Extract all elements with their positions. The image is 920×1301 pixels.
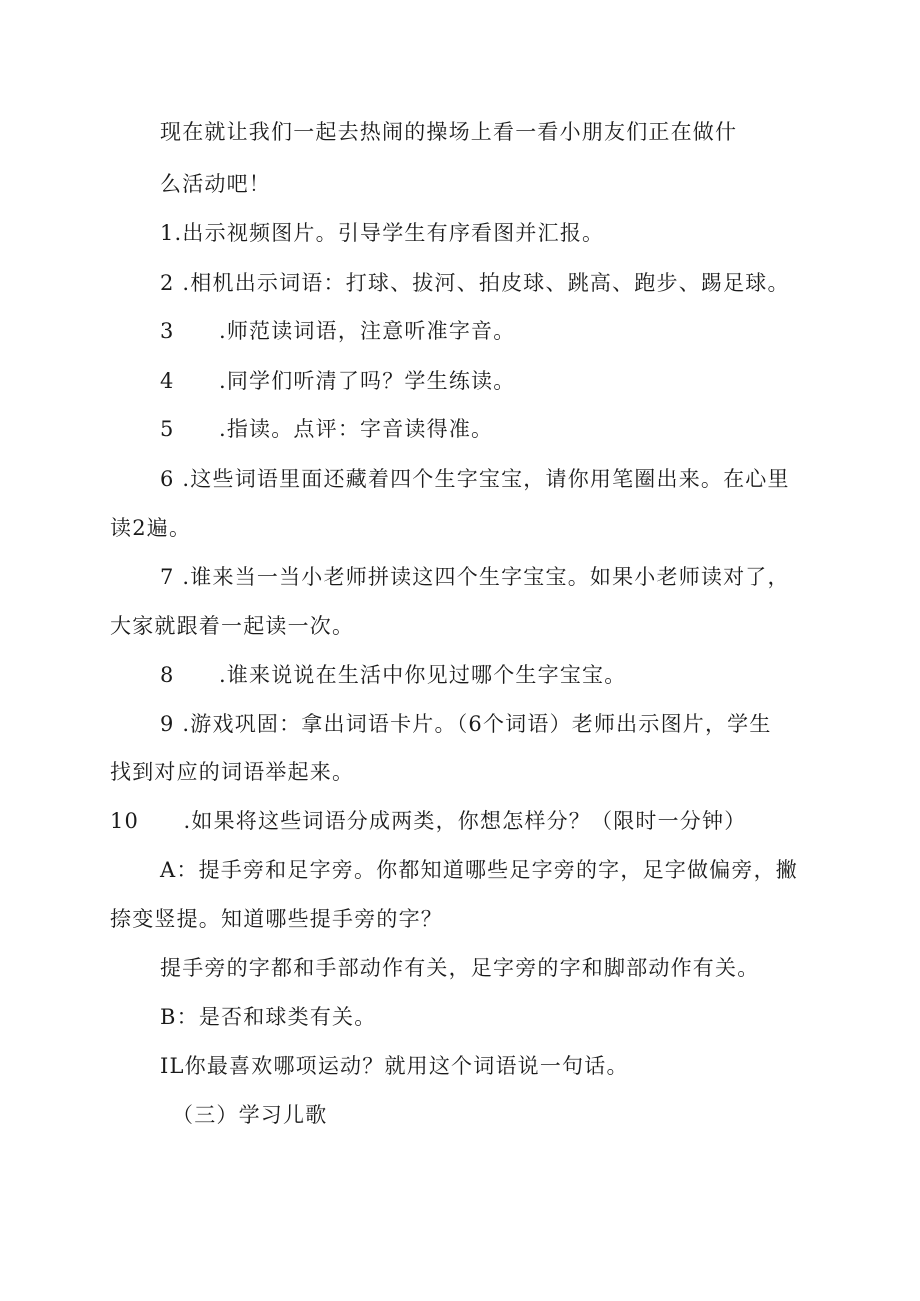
- list-item: 1.出示视频图片。引导学生有序看图并汇报。: [160, 221, 605, 245]
- list-item: 9 .游戏巩固：拿出词语卡片。（6个词语）老师出示图片，学生: [160, 712, 772, 736]
- paragraph-line: 捺变竖提。知道哪些提手旁的字？: [110, 907, 443, 931]
- paragraph-line: B：是否和球类有关。: [160, 1005, 377, 1029]
- list-item: 3 .师范读词语，注意听准字音。: [160, 319, 516, 343]
- list-item: 10 .如果将这些词语分成两类，你想怎样分？（限时一分钟）: [110, 809, 747, 833]
- list-item: 5 .指读。点评：字音读得准。: [160, 417, 494, 441]
- section-heading: （三）学习儿歌: [172, 1103, 328, 1127]
- list-item: 6 .这些词语里面还藏着四个生字宝宝，请你用笔圈出来。在心里: [160, 467, 790, 491]
- paragraph-line: 么活动吧！: [160, 172, 271, 196]
- list-item: 7 .谁来当一当小老师拼读这四个生字宝宝。如果小老师读对了，: [160, 565, 790, 589]
- list-item: IL你最喜欢哪项运动？就用这个词语说一句话。: [160, 1054, 629, 1078]
- paragraph-line: 读2遍。: [110, 516, 192, 540]
- paragraph-line: 提手旁的字都和手部动作有关，足字旁的字和脚部动作有关。: [160, 956, 760, 980]
- list-item: 2 .相机出示词语：打球、拔河、拍皮球、跳高、跑步、踢足球。: [160, 271, 790, 295]
- list-item: 8 .谁来说说在生活中你见过哪个生字宝宝。: [160, 663, 627, 687]
- paragraph-line: 现在就让我们一起去热闹的操场上看一看小朋友们正在做什: [160, 120, 738, 144]
- paragraph-line: 大家就跟着一起读一次。: [110, 614, 355, 638]
- list-item: 4 .同学们听清了吗？学生练读。: [160, 369, 516, 393]
- paragraph-line: 找到对应的词语举起来。: [110, 760, 355, 784]
- paragraph-line: A：提手旁和足字旁。你都知道哪些足字旁的字，足字做偏旁，撇: [160, 858, 798, 882]
